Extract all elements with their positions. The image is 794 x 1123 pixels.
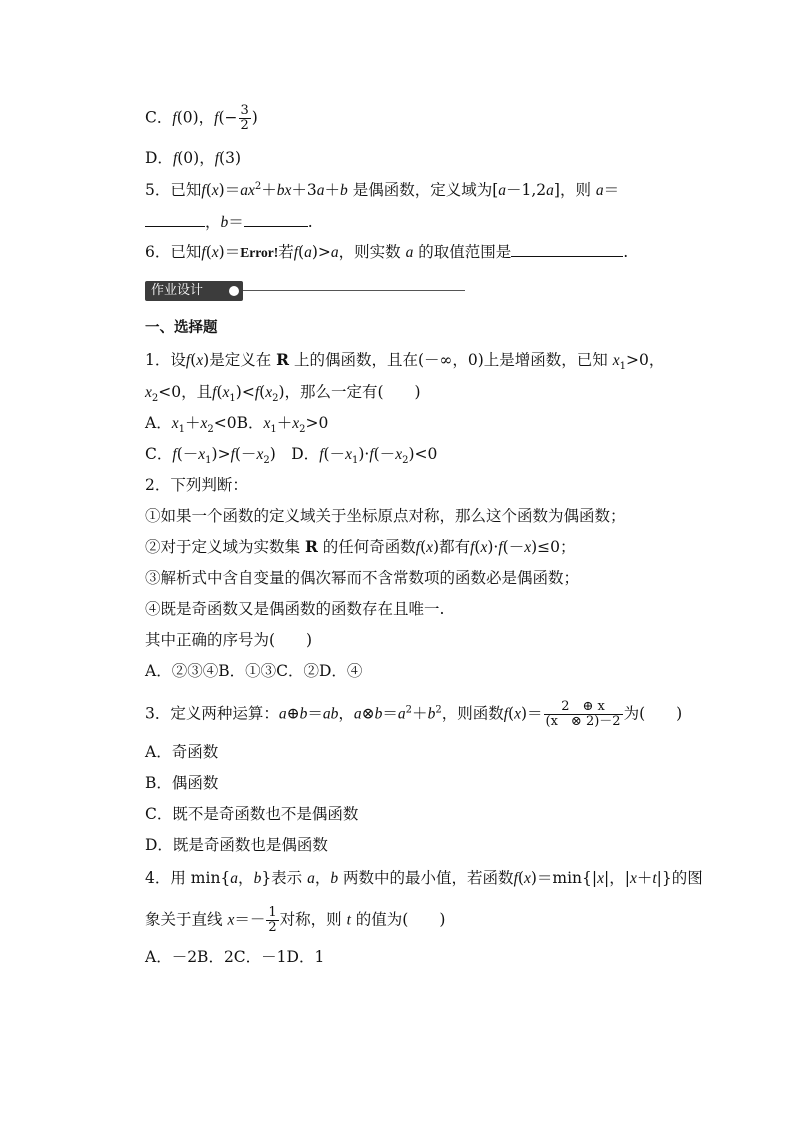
q4-options: A．－2B．2C．－1D．1 <box>145 948 325 966</box>
q2-statement-4: ④既是奇函数又是偶函数的函数存在且唯一. <box>145 600 445 618</box>
q3-option-b: B．偶函数 <box>145 774 219 792</box>
option-c-prev: C．f(0)，f(− $\frac{3}{2}$ ) <box>145 103 258 133</box>
answer-blank[interactable] <box>145 212 205 227</box>
fraction: $\frac{2 \oplus x}{(x \otimes 2)-2}$ <box>545 699 621 729</box>
q4-line2: 象关于直线 x＝－ $\frac{1}{2}$ 对称，则 t 的值为( ) <box>145 905 446 935</box>
section-banner <box>145 281 465 301</box>
q2-statement-3: ③解析式中含自变量的偶次幂而不含常数项的函数必是偶函数； <box>145 569 580 587</box>
q2-stem: 2．下列判断： <box>145 476 248 494</box>
q3-option-d: D．既是奇函数也是偶函数 <box>145 836 328 854</box>
bullet-dot-icon <box>229 286 239 296</box>
fraction: $\frac{3}{2}$ <box>240 103 249 133</box>
option-d-prev: D．f(0)，f(3) <box>145 149 241 167</box>
q1-options-cd: C．$f(-x_1)>f(-x_2)$ D．$f(-x_1)\cdot f(-x_2)<0$ <box>145 445 438 467</box>
question-6: 6．已知f(x)＝Error!若f(a)>a，则实数 a 的取值范围是 . <box>145 243 629 261</box>
q2-options: A．②③④B．①③C．②D．④ <box>145 662 363 680</box>
answer-blank[interactable] <box>244 212 308 227</box>
answer-blank[interactable] <box>511 242 623 257</box>
q3-option-a: A．奇函数 <box>145 743 219 761</box>
q2-ask: 其中正确的序号为( ) <box>145 631 313 649</box>
q3-stem: 3．定义两种运算：a⊕b＝ab，$a\otimes b=a^2+b^2$，则函数f(x)＝ $\frac{2 \oplus x}{(x \otimes 2)-2}$ 为( ) <box>145 699 683 729</box>
question-5: 5．已知$f(x)=ax^2+bx+3a+b$ 是偶函数，定义域为[a－1,2a]，则 a＝ <box>145 180 620 199</box>
divider <box>243 290 465 291</box>
q3-option-c: C．既不是奇函数也不是偶函数 <box>145 805 359 823</box>
fraction: $\frac{1}{2}$ <box>268 905 277 935</box>
q2-statement-2: ②对于定义域为实数集 R 的任何奇函数f(x)都有f(x)·f(－x)≤0； <box>145 537 576 556</box>
q1-options-ab: A．$x_1+x_2<0B$．$x_1+x_2>0$ <box>145 414 329 436</box>
q2-statement-1: ①如果一个函数的定义域关于坐标原点对称，那么这个函数为偶函数； <box>145 507 626 525</box>
q1-line2: $x_2<0$，且$f(x_1)<f(x_2)$，那么一定有( ) <box>145 383 421 405</box>
section-tag: 作业设计 <box>145 281 243 301</box>
q1-line1: 1．设f(x)是定义在 R 上的偶函数，且在(－∞，0)上是增函数，已知 $x_1>0$， <box>145 350 665 373</box>
question-5-blanks: ，b＝ . <box>145 212 313 233</box>
section-heading: 一、选择题 <box>145 320 218 336</box>
q4-line1: 4．用 min{a，b}表示 a，b 两数中的最小值，若函数f(x)＝min{|x|，|x＋t|}的图 <box>145 869 703 887</box>
